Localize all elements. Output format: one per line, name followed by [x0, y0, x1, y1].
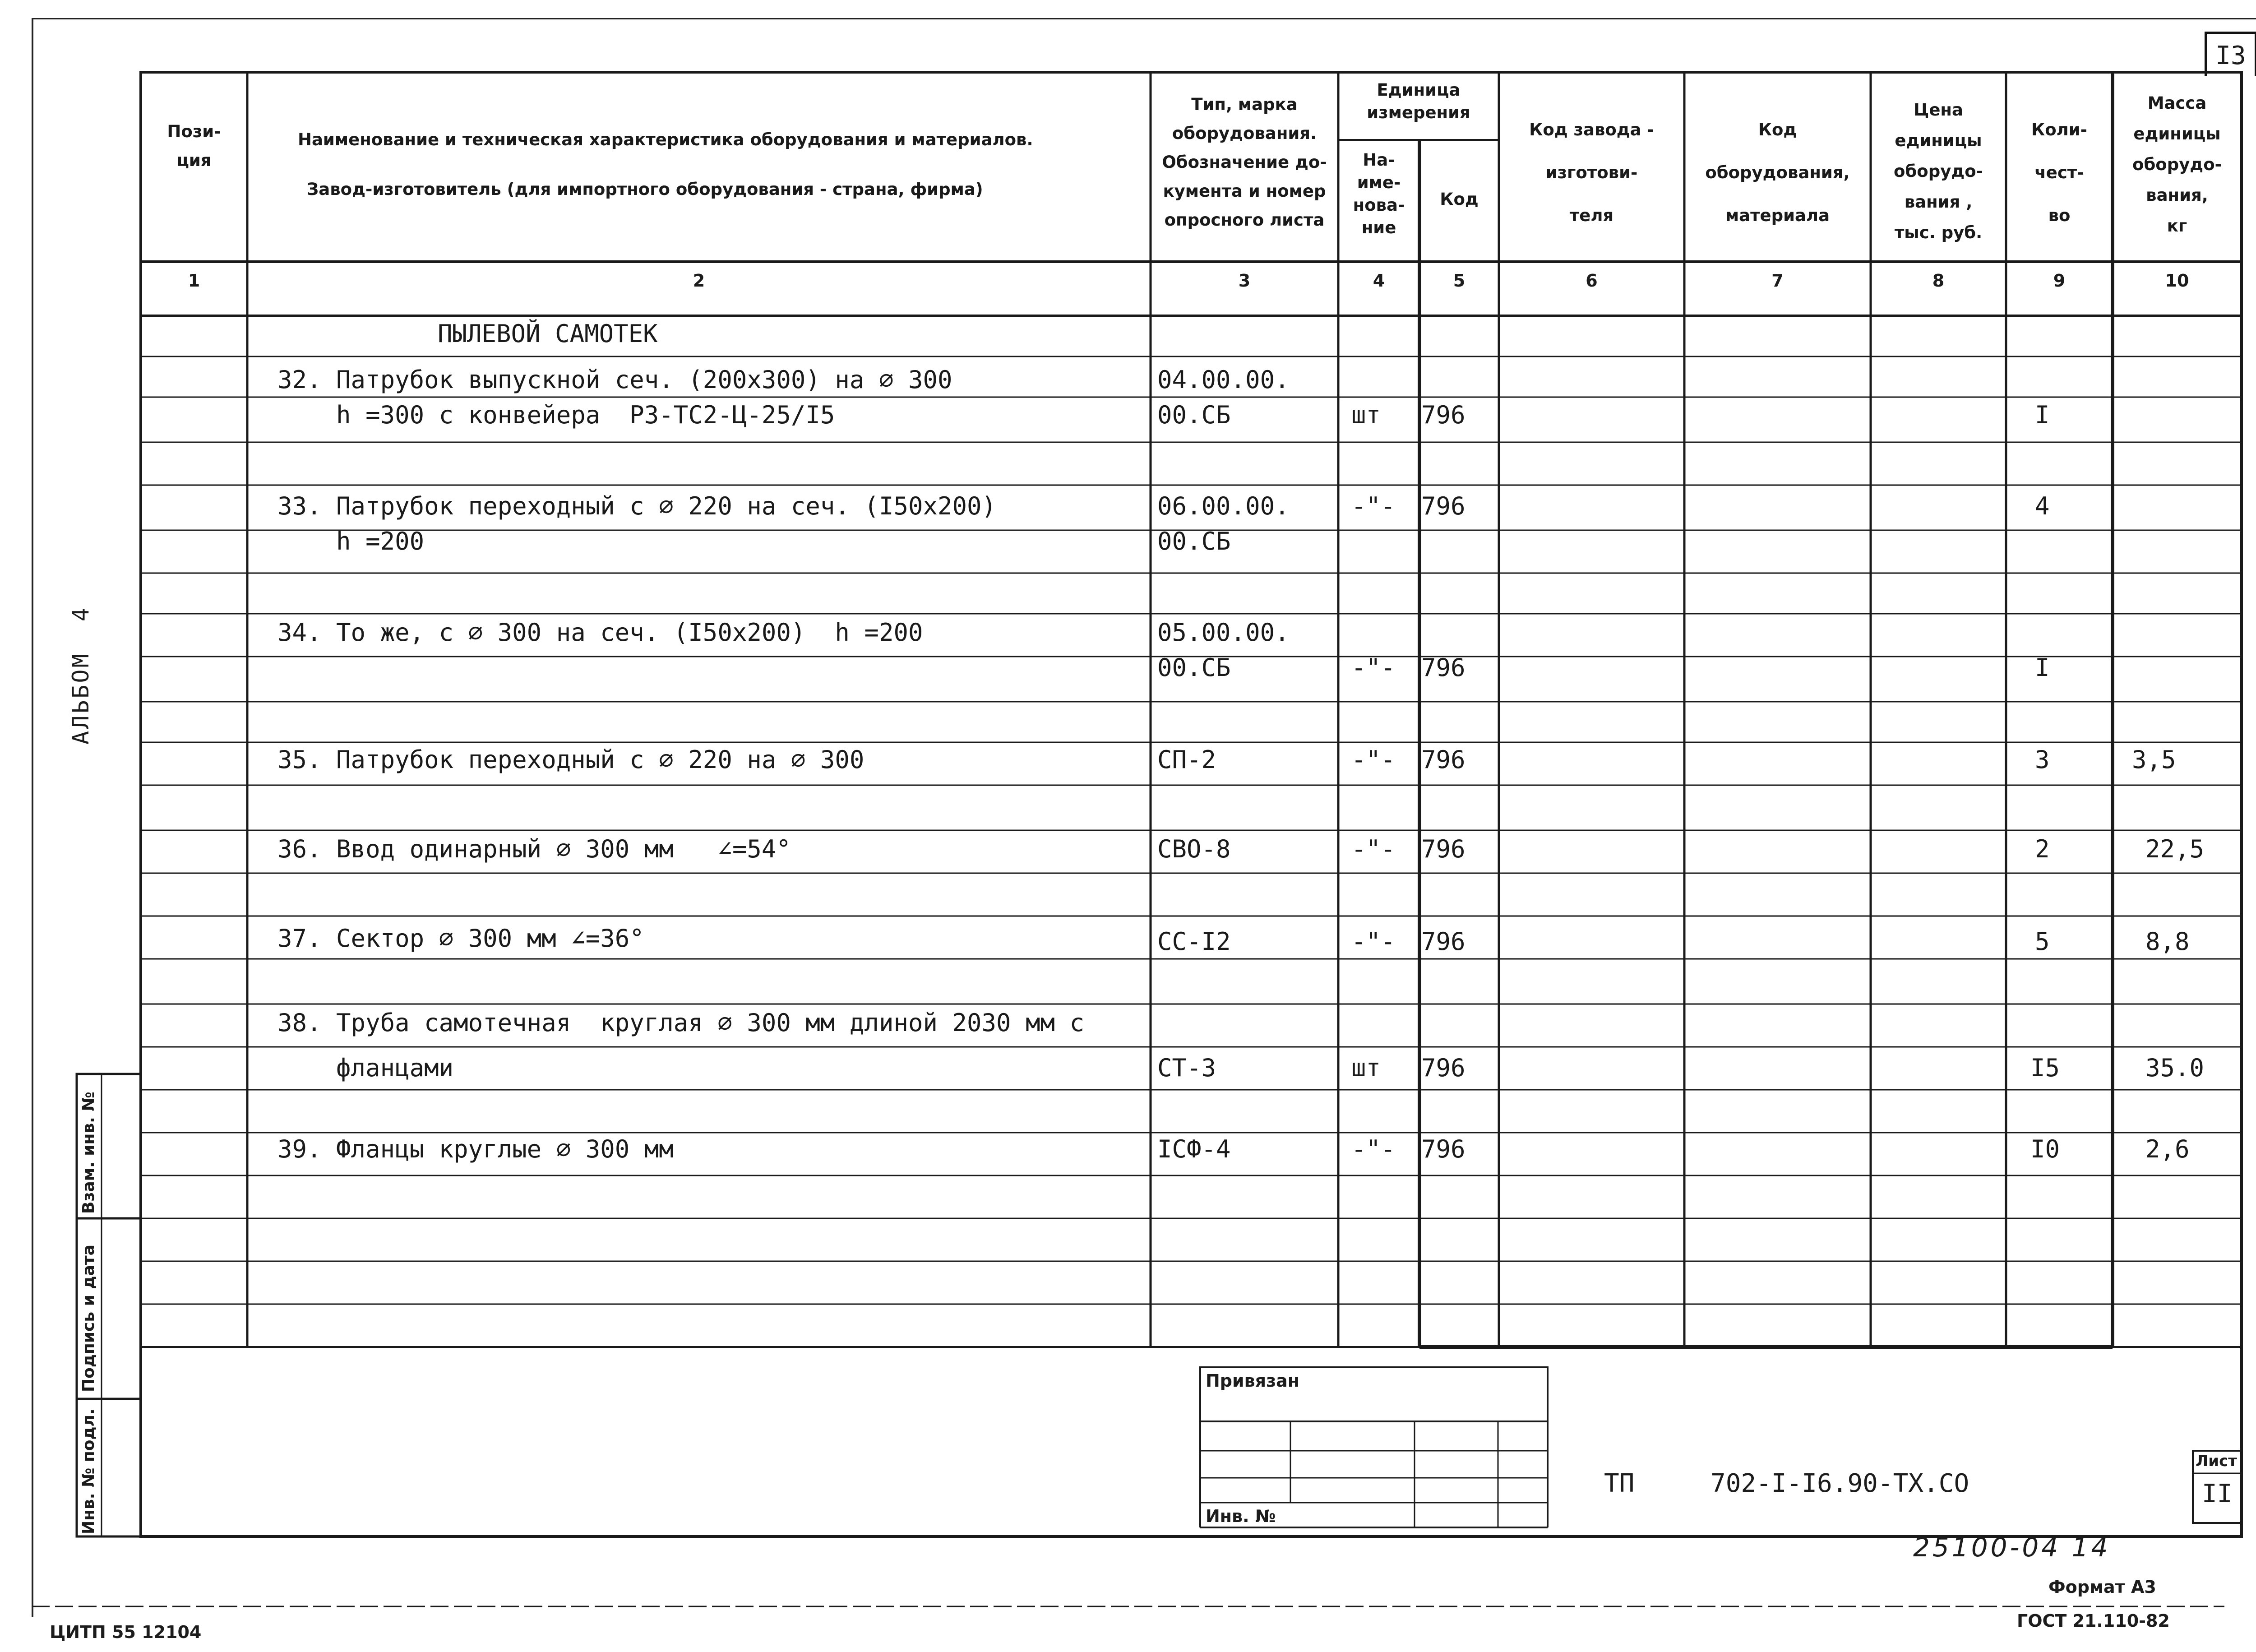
- header-plant-code: Код завода - изготови- теля: [1529, 120, 1654, 225]
- album-label: АЛЬБОМ 4: [68, 606, 94, 745]
- row-name: 38. Труба самотечная круглая ∅ 300 мм длиной 2030 мм с: [277, 1009, 1085, 1037]
- row-name: фланцами: [277, 1054, 454, 1082]
- sheet-number: II: [2202, 1479, 2233, 1509]
- column-number: 2: [693, 271, 705, 291]
- column-number: 9: [2053, 271, 2066, 291]
- stamp-privyazan: Привязан: [1206, 1371, 1300, 1391]
- row-qty: I0: [2030, 1135, 2060, 1163]
- header-name: Наименование и техническая характеристика оборудования и материалов. Завод-изготовитель (для импортного оборудования - страна, фирма): [298, 130, 1033, 199]
- row-mass: 8,8: [2145, 927, 2190, 956]
- row-code: 796: [1421, 1054, 1465, 1082]
- row-code: 796: [1421, 745, 1465, 774]
- sheet-label: Лист: [2196, 1452, 2237, 1470]
- row-name: 39. Фланцы круглые ∅ 300 мм: [277, 1135, 674, 1163]
- section-title: ПЫЛЕВОЙ САМОТЕК: [438, 319, 658, 348]
- row-doc: СВО-8: [1157, 835, 1231, 863]
- side-label-podpis: Подпись и дата: [79, 1245, 98, 1392]
- row-qty: 5: [2035, 927, 2050, 956]
- row-mass: 22,5: [2145, 835, 2205, 863]
- row-unit: -"-: [1351, 653, 1396, 682]
- side-label-vzam: Взам. инв. №: [79, 1092, 98, 1214]
- header-quantity: Коли- чест- во: [2031, 120, 2088, 225]
- row-doc: IСФ-4: [1157, 1135, 1231, 1163]
- header-price: Цена единицы оборудо- вания , тыс. руб.: [1894, 100, 1983, 242]
- row-unit: шт: [1351, 1054, 1381, 1082]
- row-doc: 00.СБ: [1157, 527, 1231, 555]
- row-name: h =300 с конвейера Р3-ТС2-Ц-25/I5: [277, 401, 835, 429]
- row-unit: -"-: [1351, 492, 1396, 520]
- row-mass: 3,5: [2132, 745, 2176, 774]
- row-unit: шт: [1351, 401, 1381, 429]
- row-doc: 05.00.00.: [1157, 618, 1290, 647]
- row-unit: -"-: [1351, 745, 1396, 774]
- row-unit: -"-: [1351, 1135, 1396, 1163]
- row-doc: 00.СБ: [1157, 401, 1231, 429]
- row-unit: -"-: [1351, 927, 1396, 956]
- stamp-inv-no: Инв. №: [1206, 1506, 1276, 1526]
- column-number: 8: [1932, 271, 1945, 291]
- sheet-corner-number: I3: [2205, 32, 2256, 76]
- row-qty: 4: [2035, 492, 2050, 520]
- row-doc: СС-I2: [1157, 927, 1231, 956]
- row-code: 796: [1421, 653, 1465, 682]
- column-number: 1: [188, 271, 200, 291]
- row-qty: I5: [2030, 1054, 2060, 1082]
- row-qty: 2: [2035, 835, 2050, 863]
- row-doc: СТ-3: [1157, 1054, 1216, 1082]
- row-name: 35. Патрубок переходный с ∅ 220 на ∅ 300: [277, 745, 864, 774]
- row-qty: I: [2035, 401, 2050, 429]
- row-doc: 06.00.00.: [1157, 492, 1290, 520]
- header-mass: Масса единицы оборудо- вания, кг: [2132, 93, 2222, 236]
- row-name: 34. То же, с ∅ 300 на сеч. (I50х200) h =200: [277, 618, 923, 647]
- row-unit: -"-: [1351, 835, 1396, 863]
- row-name: 36. Ввод одинарный ∅ 300 мм ∠=54°: [277, 835, 791, 863]
- row-name: h =200: [277, 527, 425, 555]
- side-label-inv: Инв. № подл.: [79, 1408, 98, 1534]
- column-number: 4: [1373, 271, 1385, 291]
- header-type: Тип, марка оборудования. Обозначение до- кумента и номер опросного листа: [1162, 95, 1327, 230]
- column-number: 5: [1453, 271, 1465, 291]
- printer-label: ЦИТП 55 12104: [50, 1622, 202, 1642]
- row-doc: 00.СБ: [1157, 653, 1231, 682]
- row-mass: 2,6: [2145, 1135, 2190, 1163]
- document-code: ТП 702-I-I6.90-ТХ.СО: [1604, 1469, 1969, 1498]
- row-qty: I: [2035, 653, 2050, 682]
- header-equipment-code: Код оборудования, материала: [1705, 120, 1850, 225]
- row-mass: 35.0: [2145, 1054, 2205, 1082]
- row-qty: 3: [2035, 745, 2050, 774]
- column-number: 3: [1238, 271, 1251, 291]
- row-code: 796: [1421, 927, 1465, 956]
- header-unit-name: На- име- нова- ние: [1353, 150, 1405, 237]
- row-code: 796: [1421, 1135, 1465, 1163]
- handwritten-number: 25100-04 14: [1913, 1532, 2111, 1563]
- row-code: 796: [1421, 401, 1465, 429]
- row-doc: 04.00.00.: [1157, 366, 1290, 394]
- format-label: Формат А3: [2048, 1577, 2156, 1597]
- column-number: 10: [2165, 271, 2189, 291]
- header-position: Пози- ция: [167, 122, 221, 170]
- column-number: 6: [1586, 271, 1598, 291]
- row-code: 796: [1421, 492, 1465, 520]
- column-number: 7: [1771, 271, 1784, 291]
- header-unit-code: Код: [1440, 190, 1479, 209]
- row-name: 32. Патрубок выпускной сеч. (200х300) на ∅ 300: [277, 366, 952, 394]
- row-name: 33. Патрубок переходный с ∅ 220 на сеч. (I50х200): [277, 492, 997, 520]
- row-doc: СП-2: [1157, 745, 1216, 774]
- row-name: 37. Сектор ∅ 300 мм ∠=36°: [277, 924, 644, 953]
- header-unit-group: Единица измерения: [1367, 80, 1470, 122]
- gost-label: ГОСТ 21.110-82: [2017, 1611, 2170, 1631]
- row-code: 796: [1421, 835, 1465, 863]
